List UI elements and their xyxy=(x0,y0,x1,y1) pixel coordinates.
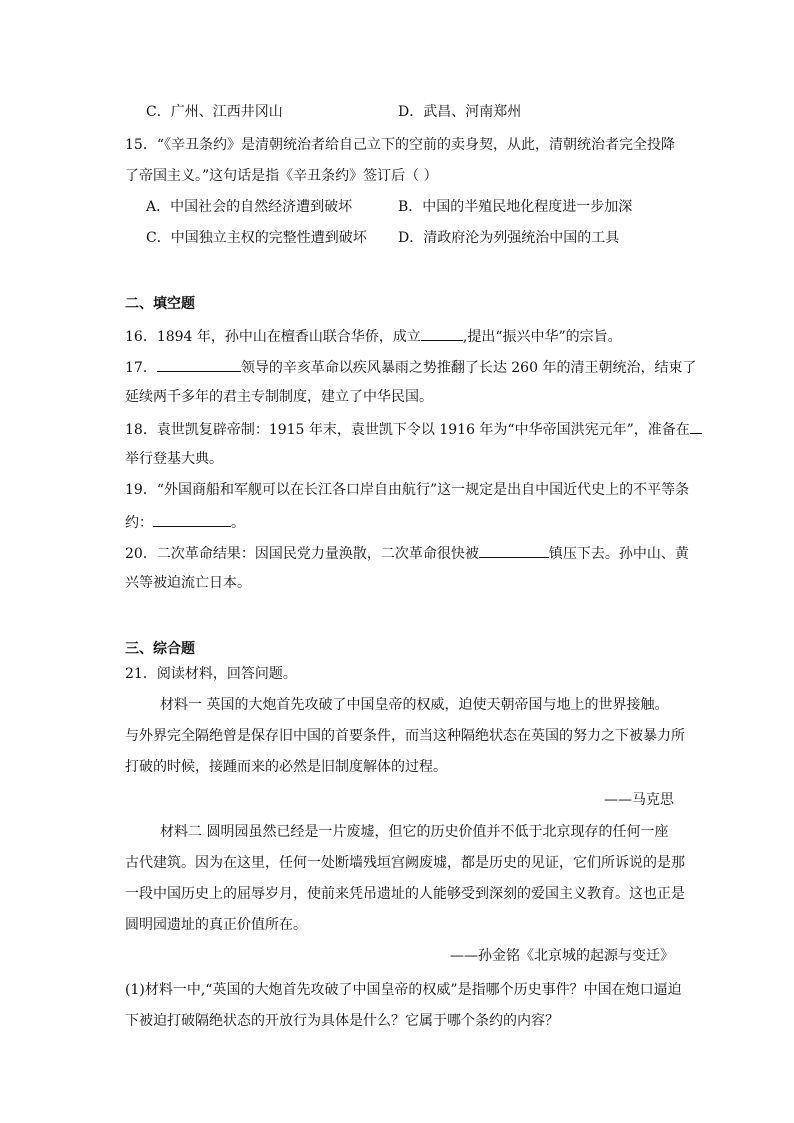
q14-option-c: C．广州、江西井冈山 xyxy=(146,104,283,120)
q15-stem-line1: 15．“《辛丑条约》是清朝统治者给自己立下的空前的卖身契，从此，清朝统治者完全投降 xyxy=(125,137,675,153)
q20-text-pre: 20．二次革命结果：因国民党力量涣散，二次革命很快被 xyxy=(125,546,479,562)
q17-blank xyxy=(157,356,241,372)
q20-text-post: 镇压下去。孙中山、黄 xyxy=(548,546,689,562)
q16-text-post: ,提出“振兴中华”的宗旨。 xyxy=(462,329,622,345)
q19-line1: 19．“外国商船和军舰可以在长江各口岸自由航行”这一规定是出自中国近代史上的不平等条 xyxy=(125,482,690,498)
q21-material2-line3: 一段中国历史上的屈辱岁月，使前来凭吊遗址的人能够受到深刻的爱国主义教育。这也正是 xyxy=(125,886,685,902)
q21-intro: 21．阅读材料，回答问题。 xyxy=(125,666,297,682)
q21-sub1-line2: 下被迫打破隔绝状态的开放行为具体是什么？它属于哪个条约的内容？ xyxy=(125,1013,559,1029)
q18-line1 xyxy=(125,418,702,440)
q17-line2: 延续两千多年的君主专制制度，建立了中华民国。 xyxy=(125,389,433,405)
q19-line2 xyxy=(125,511,245,533)
q21-material1-source: ——马克思 xyxy=(604,792,674,808)
section-fill-blank-title: 二、填空题 xyxy=(125,296,195,312)
q20-line1 xyxy=(125,542,689,564)
q15-option-c: C．中国独立主权的完整性遭到破坏 xyxy=(146,230,367,246)
q19-blank xyxy=(153,511,231,527)
q21-material1-line3: 打破的时候，接踵而来的必然是旧制度解体的过程。 xyxy=(125,759,447,775)
q15-option-b: B．中国的半殖民地化程度进一步加深 xyxy=(398,199,633,215)
q21-sub1-line1: (1)材料一中,“英国的大炮首先攻破了中国皇帝的权威”是指哪个历史事件？中国在炮口逼迫 xyxy=(125,982,682,998)
q17-line1 xyxy=(125,356,696,378)
q19-text-post: 。 xyxy=(231,515,245,531)
q20-blank xyxy=(479,542,549,558)
q15-option-a: A．中国社会的自然经济遭到破坏 xyxy=(146,199,353,215)
q21-material2-source: ——孙金铭《北京城的起源与变迁》 xyxy=(450,948,674,964)
q18-blank xyxy=(690,418,702,434)
q17-number: 17． xyxy=(125,360,157,376)
q20-line2: 兴等被迫流亡日本。 xyxy=(125,575,251,591)
q15-stem-line2: 了帝国主义。”这句话是指《辛丑条约》签订后（ ） xyxy=(125,168,438,184)
q16-text-pre: 16．1894 年，孙中山在檀香山联合华侨，成立 xyxy=(125,329,421,345)
q21-material2-line2: 古代建筑。因为在这里，任何一处断墙残垣宫阙废墟，都是历史的见证，它们所诉说的是那 xyxy=(125,855,685,871)
q21-material1-line1: 材料一 英国的大炮首先攻破了中国皇帝的权威，迫使天朝帝国与地上的世界接触。 xyxy=(160,697,669,713)
q15-option-d: D．清政府沦为列强统治中国的工具 xyxy=(398,230,620,246)
q19-text-pre: 约： xyxy=(125,515,153,531)
q21-material2-line4: 圆明园遗址的真正价值所在。 xyxy=(125,917,307,933)
q21-material2-line1: 材料二 圆明园虽然已经是一片废墟，但它的历史价值并不低于北京现存的任何一座 xyxy=(160,824,669,840)
q16-blank xyxy=(421,325,463,341)
q17-text-post: 领导的辛亥革命以疾风暴雨之势推翻了长达 260 年的清王朝统治，结束了 xyxy=(240,360,697,376)
q14-option-d: D．武昌、河南郑州 xyxy=(398,104,522,120)
q21-material1-line2: 与外界完全隔绝曾是保存旧中国的首要条件，而当这种隔绝状态在英国的努力之下被暴力所 xyxy=(125,728,685,744)
q18-line2: 举行登基大典。 xyxy=(125,451,223,467)
section-comprehensive-title: 三、综合题 xyxy=(125,641,195,657)
q16 xyxy=(125,325,622,347)
q18-text: 18．袁世凯复辟帝制：1915 年末，袁世凯下令以 1916 年为“中华帝国洪宪元年”，准备在 xyxy=(125,422,690,438)
